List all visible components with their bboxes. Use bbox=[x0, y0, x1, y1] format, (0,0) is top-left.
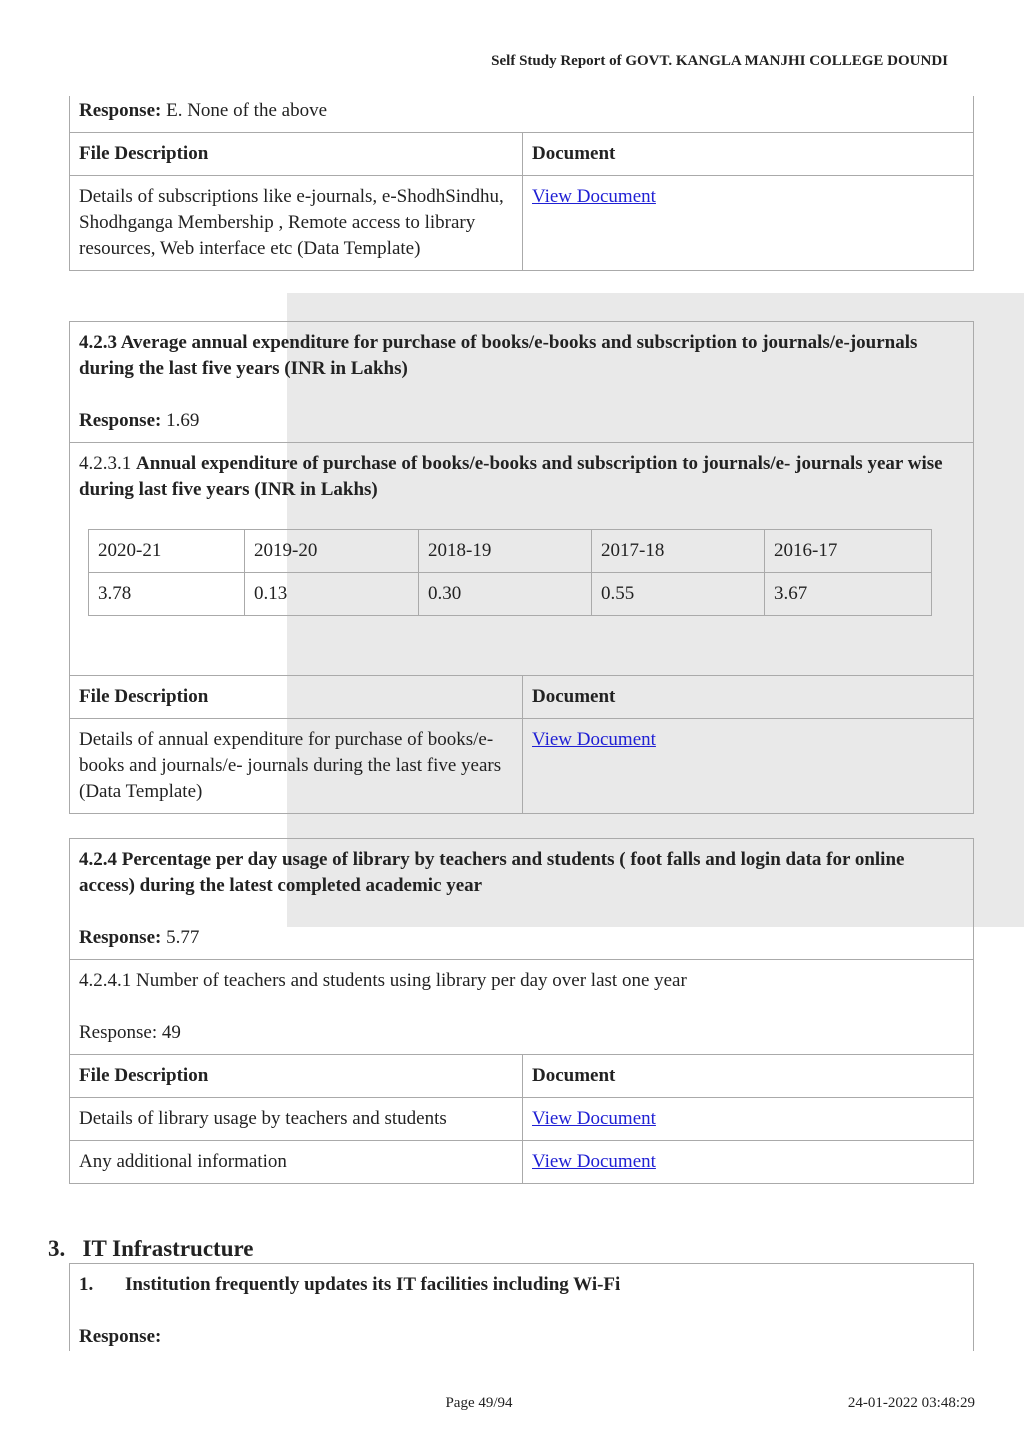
year-cell: 2016-17 bbox=[765, 530, 932, 573]
metric-4-2-3-header bbox=[70, 322, 973, 443]
file-header-row bbox=[70, 676, 973, 719]
page-number: Page 49/94 bbox=[445, 1395, 513, 1411]
view-document-link[interactable]: View Document bbox=[532, 1151, 656, 1172]
section-title: 3. IT Infrastructure bbox=[48, 1236, 254, 1261]
file-row bbox=[70, 1141, 973, 1183]
metric-4-2-3-title: 4.2.3 Average annual expenditure for purchase of books/e-books and subscription to journals/e-journals during the last five years (INR in Lakhs) bbox=[79, 332, 918, 379]
response-value: E. None of the above bbox=[161, 100, 328, 121]
file-row bbox=[70, 176, 973, 270]
document-header: Document bbox=[532, 143, 616, 164]
file-description: Details of annual expenditure for purchase of books/e-books and journals/e- journals during the last five years (Data Template) bbox=[70, 719, 523, 813]
file-description: Details of library usage by teachers and students bbox=[70, 1098, 523, 1140]
it-item bbox=[70, 1264, 973, 1358]
metric-4-2-4-1-text: 4.2.4.1 Number of teachers and students using library per day over last one year bbox=[79, 970, 687, 991]
it-item-title: 1. Institution frequently updates its IT facilities including Wi-Fi bbox=[79, 1274, 621, 1295]
file-description: Details of subscriptions like e-journals, e-ShodhSindhu, Shodhganga Membership , Remote access to library resources, Web interface etc (Data Template) bbox=[70, 176, 523, 270]
value-cell: 3.78 bbox=[89, 573, 245, 616]
footer-timestamp: 24-01-2022 03:48:29 bbox=[847, 1395, 975, 1411]
value-cell: 3.67 bbox=[765, 573, 932, 616]
year-cell: 2020-21 bbox=[89, 530, 245, 573]
file-row bbox=[70, 719, 973, 813]
yearwise-expenditure-table bbox=[88, 529, 932, 616]
metric-4-2-4-header bbox=[70, 839, 973, 960]
response-label: Response: bbox=[79, 1326, 162, 1347]
view-document-link[interactable]: View Document bbox=[532, 729, 656, 750]
response-label: Response: bbox=[79, 410, 162, 431]
response-label: Response: bbox=[79, 927, 162, 948]
metric-4-2-4-1-response: Response: 49 bbox=[79, 1022, 181, 1043]
document-header: Document bbox=[532, 1065, 616, 1086]
subscriptions-block bbox=[69, 96, 974, 271]
response-value: 5.77 bbox=[161, 927, 200, 948]
value-cell: 0.55 bbox=[592, 573, 765, 616]
metric-4-2-4-1-section bbox=[70, 960, 973, 1055]
table-row-values bbox=[89, 573, 932, 616]
file-header-row bbox=[70, 1055, 973, 1098]
table-row-years bbox=[89, 530, 932, 573]
year-cell: 2018-19 bbox=[419, 530, 592, 573]
metric-4-2-3-1-section bbox=[70, 443, 973, 676]
file-description: Any additional information bbox=[70, 1141, 523, 1183]
value-cell: 0.13 bbox=[245, 573, 419, 616]
value-cell: 0.30 bbox=[419, 573, 592, 616]
response-row bbox=[70, 96, 973, 133]
file-description-header: File Description bbox=[70, 1055, 523, 1097]
file-description-header: File Description bbox=[70, 133, 523, 175]
response-value: 1.69 bbox=[161, 410, 200, 431]
page-header: Self Study Report of GOVT. KANGLA MANJHI COLLEGE DOUNDI bbox=[491, 53, 948, 69]
year-cell: 2017-18 bbox=[592, 530, 765, 573]
file-header-row bbox=[70, 133, 973, 176]
file-description-header: File Description bbox=[70, 676, 523, 718]
file-row bbox=[70, 1098, 973, 1141]
metric-4-2-3-block bbox=[69, 321, 974, 814]
it-infrastructure-block bbox=[69, 1263, 974, 1351]
metric-4-2-3-1-title: 4.2.3.1 Annual expenditure of purchase of books/e-books and subscription to journals/e- journals year wise during last five years (INR in Lakhs) bbox=[79, 453, 943, 500]
document-header: Document bbox=[532, 686, 616, 707]
year-cell: 2019-20 bbox=[245, 530, 419, 573]
view-document-link[interactable]: View Document bbox=[532, 186, 656, 207]
metric-4-2-4-block bbox=[69, 838, 974, 1184]
metric-4-2-4-title: 4.2.4 Percentage per day usage of library by teachers and students ( foot falls and login data for online access) during the latest completed academic year bbox=[79, 849, 905, 896]
response-label: Response: bbox=[79, 100, 162, 121]
view-document-link[interactable]: View Document bbox=[532, 1108, 656, 1129]
